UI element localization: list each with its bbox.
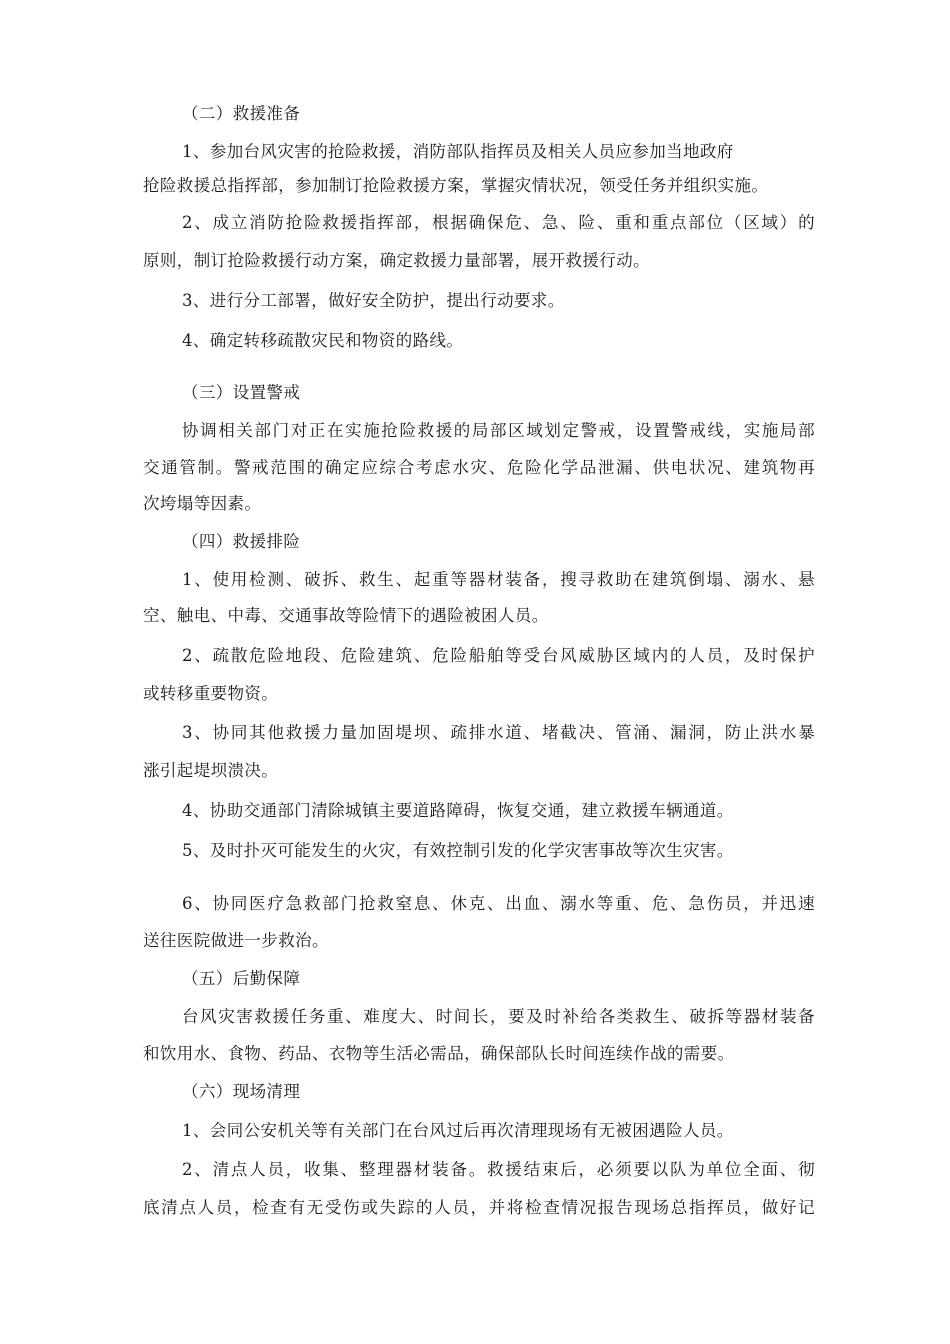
paragraph-line: 1、使用检测、破拆、救生、起重等器材装备，搜寻救助在建筑倒塌、溺水、悬	[182, 570, 815, 589]
paragraph-line: 原则，制订抢险救援行动方案，确定救援力量部署，展开救援行动。	[143, 251, 650, 270]
paragraph-line: 底清点人员，检查有无受伤或失踪的人员，并将检查情况报告现场总指挥员，做好记	[143, 1198, 815, 1217]
paragraph-line: 6、协同医疗急救部门抢救窒息、休克、出血、溺水等重、危、急伤员，并迅速	[182, 894, 815, 913]
paragraph-line: 涨引起堤坝溃决。	[143, 761, 279, 780]
paragraph-line: 2、疏散危险地段、危险建筑、危险船舶等受台风威胁区域内的人员，及时保护	[182, 646, 815, 665]
paragraph-line: 协调相关部门对正在实施抢险救援的局部区域划定警戒，设置警戒线，实施局部	[182, 421, 815, 440]
paragraph-line: 1、参加台风灾害的抢险救援，消防部队指挥员及相关人员应参加当地政府	[182, 142, 734, 161]
paragraph-line: 送往医院做进一步救治。	[143, 931, 329, 950]
paragraph-line: 抢险救援总指挥部，参加制订抢险救援方案，掌握灾情状况，领受任务并组织实施。	[143, 176, 769, 195]
paragraph-line: 和饮用水、食物、药品、衣物等生活必需品，确保部队长时间连续作战的需要。	[143, 1044, 735, 1063]
paragraph-line: 交通管制。警戒范围的确定应综合考虑水灾、危险化学品泄漏、供电状况、建筑物再	[143, 458, 815, 477]
section-heading-rescue-hazard-removal: （四）救援排险	[182, 532, 301, 551]
paragraph-line: 台风灾害救援任务重、难度大、时间长，要及时补给各类救生、破拆等器材装备	[182, 1007, 815, 1026]
paragraph-line: 或转移重要物资。	[143, 684, 279, 703]
paragraph-line: 4、确定转移疏散灾民和物资的路线。	[182, 331, 464, 350]
section-heading-rescue-preparation: （二）救援准备	[182, 104, 301, 123]
section-heading-set-cordon: （三）设置警戒	[182, 383, 301, 402]
section-heading-site-clearance: （六）现场清理	[182, 1082, 301, 1101]
paragraph-line: 次垮塌等因素。	[143, 494, 262, 513]
section-heading-logistics-support: （五）后勤保障	[182, 969, 301, 988]
paragraph-line: 1、会同公安机关等有关部门在台风过后再次清理现场有无被困遇险人员。	[182, 1121, 734, 1140]
paragraph-line: 2、清点人员，收集、整理器材装备。救援结束后，必须要以队为单位全面、彻	[182, 1160, 815, 1179]
paragraph-line: 空、触电、中毒、交通事故等险情下的遇险被困人员。	[143, 606, 549, 625]
paragraph-line: 3、进行分工部署，做好安全防护，提出行动要求。	[182, 291, 565, 310]
paragraph-line: 5、及时扑灭可能发生的火灾，有效控制引发的化学灾害事故等次生灾害。	[182, 841, 734, 860]
paragraph-line: 2、成立消防抢险救援指挥部，根据确保危、急、险、重和重点部位（区域）的	[182, 213, 815, 232]
paragraph-line: 4、协助交通部门清除城镇主要道路障碍，恢复交通，建立救援车辆通道。	[182, 801, 734, 820]
paragraph-line: 3、协同其他救援力量加固堤坝、疏排水道、堵截决、管涌、漏洞，防止洪水暴	[182, 723, 815, 742]
